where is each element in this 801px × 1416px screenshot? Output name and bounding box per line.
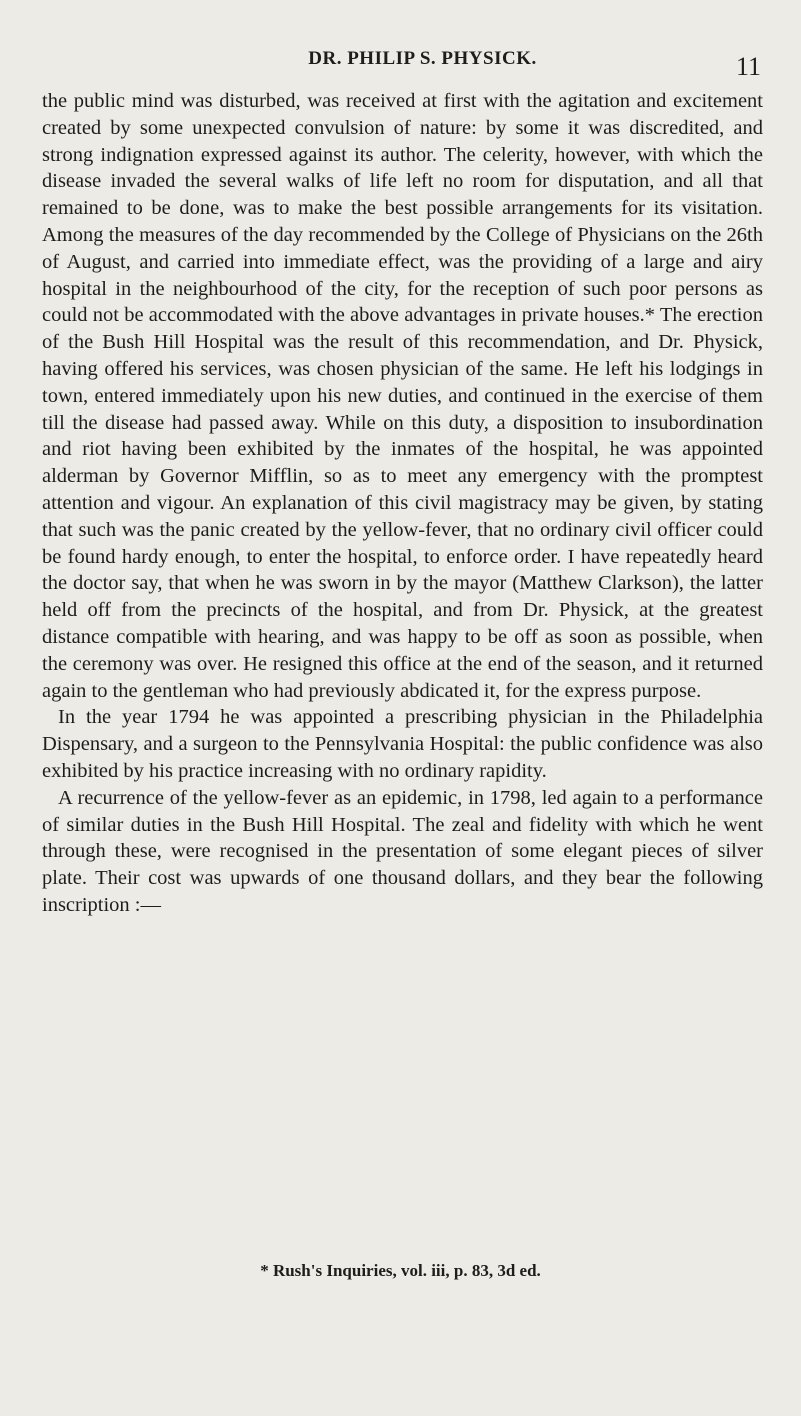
- paragraph-dispensary: In the year 1794 he was appointed a prescribing physician in the Philadelphia Dispensary, and a surgeon to the Pennsylvania Hospital: the public confidence was also exhibited by his practice increasing with no ordinary rapidity.: [42, 706, 763, 782]
- paragraph-continuation: the public mind was disturbed, was received at first with the agitation and excitement created by some unexpected convulsion of nature: by some it was discredited, and strong indignation expressed against its author. The celerity, however, with which the disease invaded the several walks of life left no room for disputation, and all that remained to be done, was to make the best possible arrangements for its visitation. Among the measures of the day recommended by the College of Physicians on the 26th of August, and carried into immediate effect, was the providing of a large and airy hospital in the neighbourhood of the city, for the reception of such poor persons as could not be accommodated with the above advantages in private houses.* The erection of the Bush Hill Hospital was the result of this recommendation, and Dr. Physick, having offered his services, was chosen physician of the same. He left his lodgings in town, entered immediately upon his new duties, and continued in the exercise of them till the disease had passed away. While on this duty, a disposition to insubordination and riot having been exhibited by the inmates of the hospital, he was appointed alderman by Governor Mifflin, so as to meet any emergency with the promptest attention and vigour. An explanation of this civil magistracy may be given, by stating that such was the panic created by the yellow-fever, that no ordinary civil officer could be found hardy enough, to enter the hospital, to enforce order. I have repeatedly heard the doctor say, that when he was sworn in by the mayor (Matthew Clarkson), the latter held off from the precincts of the hospital, and from Dr. Physick, at the greatest distance compatible with hearing, and was happy to be off as soon as possible, when the ceremony was over. He resigned this office at the end of the season, and it returned again to the gentleman who had previously abdicated it, for the express purpose.: [42, 90, 763, 702]
- page-number: 11: [735, 52, 761, 81]
- footnote: * Rush's Inquiries, vol. iii, p. 83, 3d ed.: [260, 1261, 541, 1280]
- running-head: [0, 42, 801, 81]
- running-title: DR. PHILIP S. PHYSICK.: [308, 48, 537, 69]
- paragraph-recurrence: A recurrence of the yellow-fever as an epidemic, in 1798, led again to a performance of similar duties in the Bush Hill Hospital. The zeal and fidelity with which he went through these, were recognised in the presentation of some elegant pieces of silver plate. Their cost was upwards of one thousand dollars, and they bear the following inscription :—: [42, 786, 763, 916]
- body-text: [42, 88, 763, 919]
